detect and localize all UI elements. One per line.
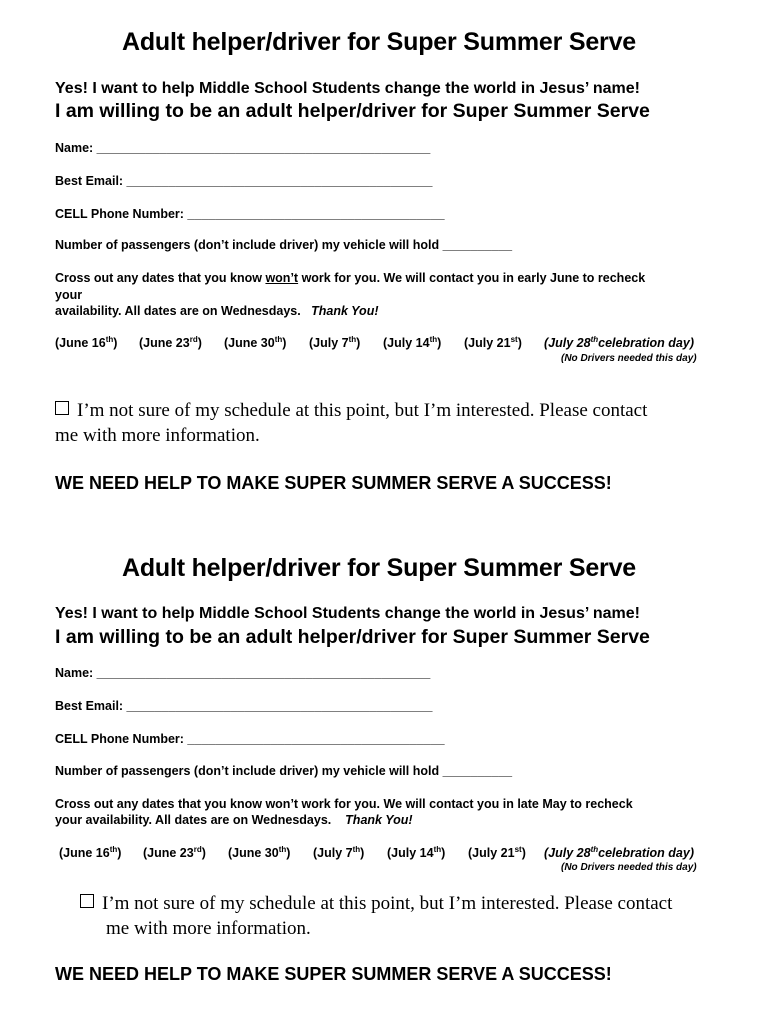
form2-phone-field[interactable]: CELL Phone Number: _____________________________________ (55, 732, 445, 746)
form2-thank-you: Thank You! (345, 813, 413, 827)
form2-date-july21[interactable]: (July 21st) (468, 845, 526, 860)
form1-crossout-line2: your (55, 288, 83, 302)
form1-date-june16[interactable]: (June 16th) (55, 335, 118, 350)
form2-passengers-field[interactable]: Number of passengers (don’t include driver) my vehicle will hold __________ (55, 764, 513, 778)
form1-date-june23[interactable]: (June 23rd) (139, 335, 202, 350)
form1-not-sure-line1: I’m not sure of my schedule at this point, but I’m interested. Please contact (77, 400, 648, 421)
form1-thank-you: Thank You! (311, 304, 379, 318)
form1-phone-field[interactable]: CELL Phone Number: _____________________________________ (55, 207, 445, 221)
form1-no-drivers-note: (No Drivers needed this day) (561, 353, 697, 364)
form1-availability-text: availability. All dates are on Wednesdays. (55, 304, 301, 318)
form2-title: Adult helper/driver for Super Summer Serve (122, 554, 636, 582)
form2-willing-line: I am willing to be an adult helper/driver for Super Summer Serve (55, 626, 650, 648)
form1-crossout-text: Cross out any dates that you know (55, 271, 266, 285)
form1-email-field[interactable]: Best Email: ____________________________________________ (55, 174, 433, 188)
form2-not-sure-line2: me with more information. (106, 918, 311, 939)
form1-crossout-wont: won’t (265, 271, 299, 285)
form2-name-field[interactable]: Name: ________________________________________________ (55, 666, 431, 680)
form1-willing-line: I am willing to be an adult helper/driver for Super Summer Serve (55, 100, 650, 122)
form2-not-sure-option (80, 891, 735, 941)
form1-need-help: WE NEED HELP TO MAKE SUPER SUMMER SERVE A SUCCESS! (55, 473, 612, 493)
form2-date-july14[interactable]: (July 14th) (387, 845, 446, 860)
form1-crossout-line3 (55, 304, 379, 318)
form1-passengers-field[interactable]: Number of passengers (don’t include driver) my vehicle will hold __________ (55, 238, 513, 252)
form2-availability-text: your availability. All dates are on Wednesdays. (55, 813, 332, 827)
form1-date-june30[interactable]: (June 30th) (224, 335, 287, 350)
form2-no-drivers-note: (No Drivers needed this day) (561, 862, 697, 873)
form1-title: Adult helper/driver for Super Summer Serve (122, 28, 636, 56)
form2-crossout-line1: Cross out any dates that you know won’t work for you. We will contact you in late May to recheck (55, 797, 633, 811)
form1-not-sure-option (55, 398, 735, 448)
form1-date-july21[interactable]: (July 21st) (464, 335, 522, 350)
form1-crossout-line1 (55, 271, 645, 285)
form1-not-sure-checkbox[interactable] (55, 401, 69, 415)
form2-not-sure-checkbox[interactable] (80, 894, 94, 908)
form1-yes-line: Yes! I want to help Middle School Students change the world in Jesus’ name! (55, 80, 640, 97)
form1-date-july14[interactable]: (July 14th) (383, 335, 442, 350)
form2-need-help: WE NEED HELP TO MAKE SUPER SUMMER SERVE A SUCCESS! (55, 964, 612, 984)
form2-date-june23[interactable]: (June 23rd) (143, 845, 206, 860)
form2-date-june30[interactable]: (June 30th) (228, 845, 291, 860)
form1-date-july28-celebration[interactable]: (July 28thcelebration day) (544, 335, 694, 350)
form1-not-sure-line2: me with more information. (55, 425, 260, 446)
form2-yes-line: Yes! I want to help Middle School Students change the world in Jesus’ name! (55, 605, 640, 622)
form2-not-sure-line1: I’m not sure of my schedule at this point, but I’m interested. Please contact (102, 893, 673, 914)
form1-date-july7[interactable]: (July 7th) (309, 335, 361, 350)
form2-date-july28-celebration[interactable]: (July 28thcelebration day) (544, 845, 694, 860)
form1-name-field[interactable]: Name: ________________________________________________ (55, 141, 431, 155)
form2-crossout-line2 (55, 813, 413, 827)
form2-date-june16[interactable]: (June 16th) (59, 845, 122, 860)
form1-crossout-text-end: work for you. We will contact you in early June to recheck (298, 271, 646, 285)
form2-email-field[interactable]: Best Email: ____________________________________________ (55, 699, 433, 713)
form2-date-july7[interactable]: (July 7th) (313, 845, 365, 860)
